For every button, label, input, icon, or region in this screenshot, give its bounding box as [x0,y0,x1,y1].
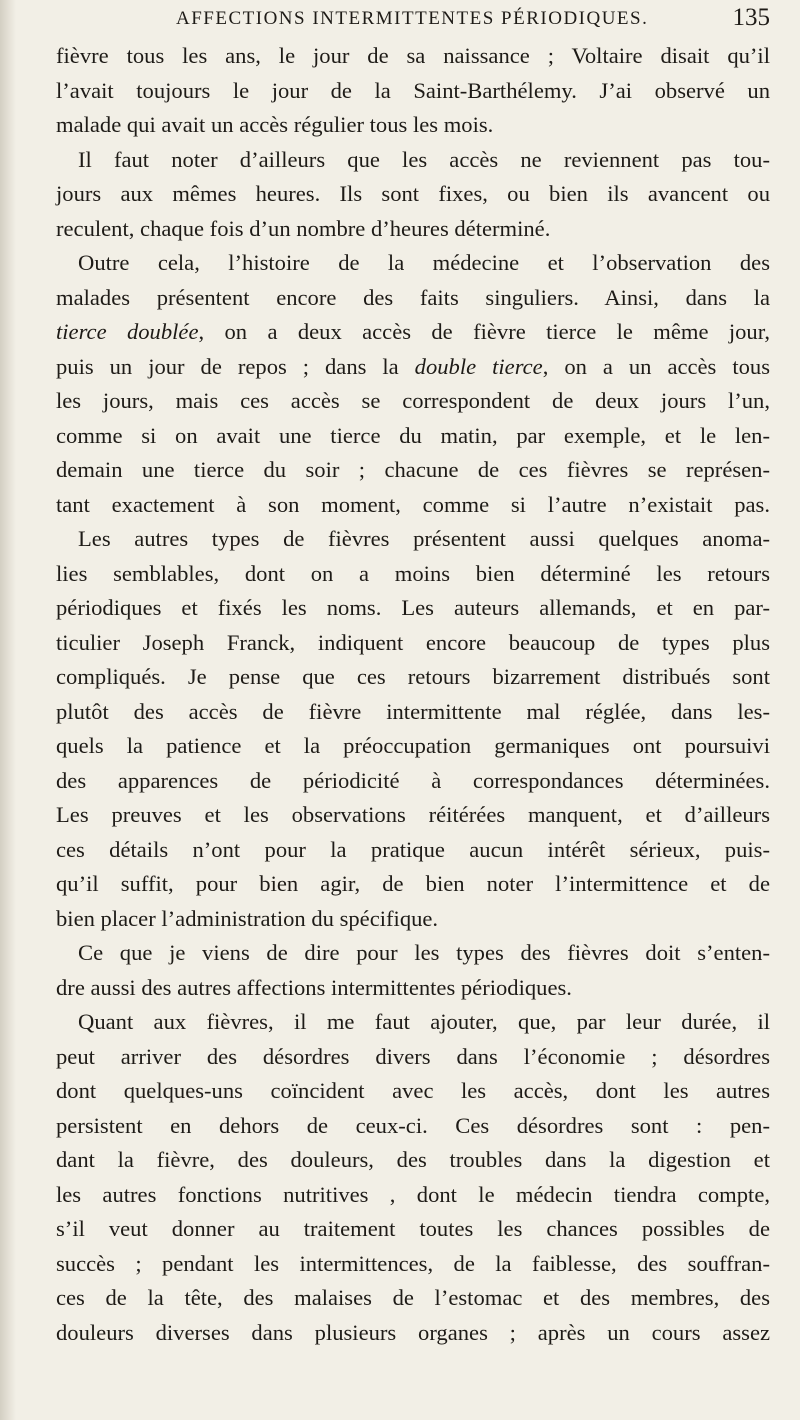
italic-term: tierce doublée [56,319,199,344]
text-line: Les autres types de fièvres présentent aussi quelques anoma- [78,526,770,551]
text-line [56,315,770,350]
text-line: dant la fièvre, des douleurs, des troubles dans la digestion et [56,1147,770,1172]
text-line: des apparences de périodicité à correspondances déterminées. [56,767,770,793]
text-line: périodiques et fixés les noms. Les auteurs allemands, et en par- [56,595,770,620]
text-line: lies semblables, dont on a moins bien déterminé les retours [56,560,770,586]
text-line: l’avait toujours le jour de la Saint-Barthélemy. J’ai observé un [56,77,770,103]
running-title: AFFECTIONS INTERMITTENTES PÉRIODIQUES. [176,8,649,29]
text-line: malades présentent encore des faits singuliers. Ainsi, dans la [56,284,770,310]
text-line: douleurs diverses dans plusieurs organes ; après un cours assez [56,1319,770,1345]
text-line: succès ; pendant les intermittences, de la faiblesse, des souffran- [56,1250,770,1276]
text-line: compliqués. Je pense que ces retours bizarrement distribués sont [56,664,770,689]
text-line: plutôt des accès de fièvre intermittente mal réglée, dans les- [56,698,770,724]
text-line: les jours, mais ces accès se correspondent de deux jours l’un, [56,388,770,413]
text-line: ces de la tête, des malaises de l’estomac et des membres, des [56,1285,770,1310]
text-line: quels la patience et la préoccupation germaniques ont poursuivi [56,733,770,758]
text-line: tant exactement à son moment, comme si l’autre n’existait pas. [56,491,770,517]
text-line: Les preuves et les observations réitérées manquent, et d’ailleurs [56,802,770,827]
italic-term: double tierce [414,353,543,379]
text-line: Outre cela, l’histoire de la médecine et l’observation des [78,250,770,275]
text-line: fièvre tous les ans, le jour de sa naissance ; Voltaire disait qu’il [56,43,770,68]
text-line: malade qui avait un accès régulier tous les mois. [56,112,494,137]
text-line: dre aussi des autres affections intermittentes périodiques. [56,974,572,1000]
text-line: ces détails n’ont pour la pratique aucun intérêt sérieux, puis- [56,836,770,862]
text-line: Quant aux fièvres, il me faut ajouter, que, par leur durée, il [78,1009,770,1034]
page-number: 135 [732,4,770,31]
text-line [56,350,770,385]
text-line: persistent en dehors de ceux-ci. Ces désordres sont : pen- [56,1112,770,1138]
text-segment: , on a un accès tous [542,353,770,379]
text-line: reculent, chaque fois d’un nombre d’heures déterminé. [56,215,551,241]
text-line: comme si on avait une tierce du matin, par exemple, et le len- [56,422,770,448]
text-line: Il faut noter d’ailleurs que les accès ne reviennent pas tou- [78,146,770,172]
text-line: jours aux mêmes heures. Ils sont fixes, ou bien ils avancent ou [56,181,770,206]
page-gutter-shadow [0,0,16,1420]
text-line: ticulier Joseph Franck, indiquent encore beaucoup de types plus [56,629,770,655]
text-line: les autres fonctions nutritives , dont le médecin tiendra compte, [56,1181,770,1207]
text-line: Ce que je viens de dire pour les types des fièvres doit s’enten- [78,940,770,965]
text-line: peut arriver des désordres divers dans l’économie ; désordres [56,1043,770,1069]
body-text [56,39,770,1350]
text-line: qu’il suffit, pour bien agir, de bien noter l’intermittence et de [56,871,770,896]
text-line: s’il veut donner au traitement toutes les chances possibles de [56,1216,770,1241]
text-line: bien placer l’administration du spécifique. [56,905,439,931]
text-segment: puis un jour de repos ; dans la [56,353,415,379]
text-segment: , on a deux accès de fièvre tierce le même jour, [198,319,770,344]
text-line: dont quelques-uns coïncident avec les accès, dont les autres [56,1078,770,1103]
text-line: demain une tierce du soir ; chacune de ces fièvres se représen- [56,457,770,482]
running-header [56,4,770,36]
